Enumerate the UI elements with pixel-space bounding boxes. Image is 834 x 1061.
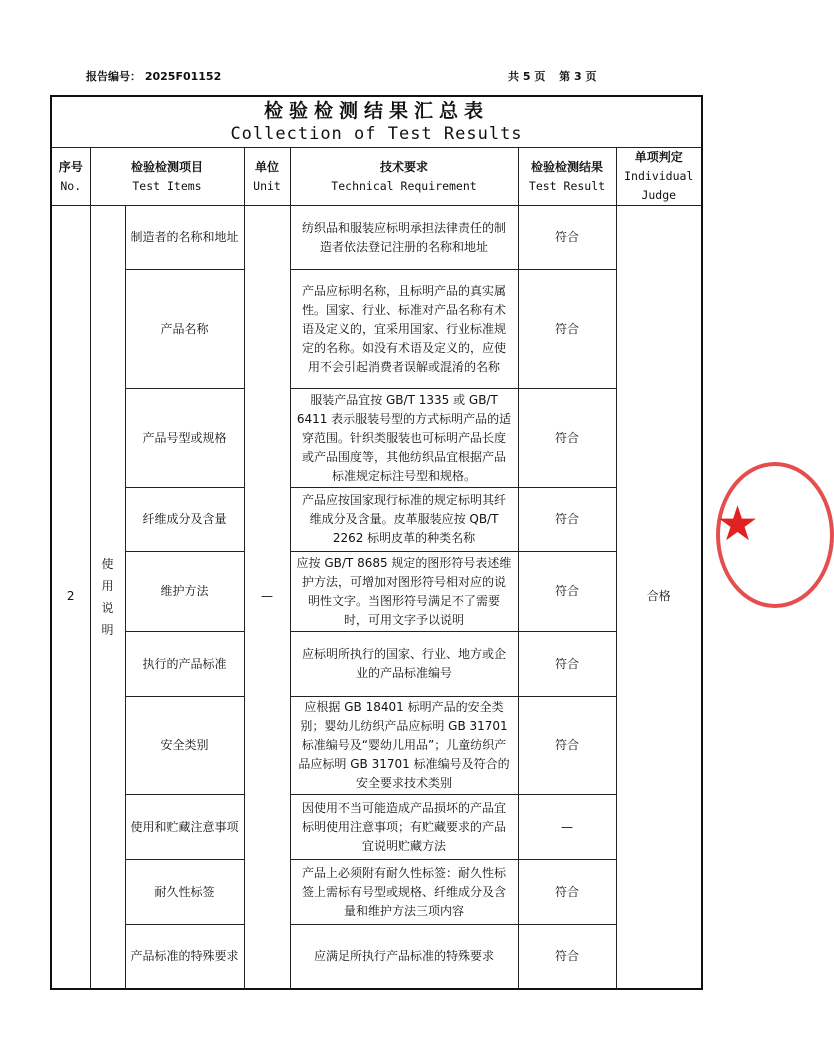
col-req-en: Technical Requirement xyxy=(331,178,477,193)
requirement-cell: 服装产品宜按 GB/T 1335 或 GB/T 6411 表示服装号型的方式标明产品的适穿范围。针织类服装也可标明产品长度或产品围度等，其他纺织品宜根据产品标准规定标注号型和规格。 xyxy=(290,389,518,488)
item-cell: 使用和贮藏注意事项 xyxy=(125,795,244,860)
col-seq xyxy=(51,148,90,206)
column-headers xyxy=(51,148,702,206)
title-en: Collection of Test Results xyxy=(230,124,523,144)
table-row xyxy=(51,697,702,795)
table-row xyxy=(51,206,702,270)
col-req-zh: 技术要求 xyxy=(379,159,428,174)
result-cell: 符合 xyxy=(518,552,616,632)
report-number: 报告编号： 2025F01152 xyxy=(86,70,222,83)
page-info xyxy=(508,68,607,84)
col-seq-en: No. xyxy=(60,178,82,193)
col-unit-en: Unit xyxy=(253,178,281,193)
item-cell: 安全类别 xyxy=(125,697,244,795)
result-cell: 符合 xyxy=(518,860,616,925)
table-title xyxy=(51,96,702,148)
item-cell: 纤维成分及含量 xyxy=(125,488,244,552)
table-row xyxy=(51,552,702,632)
item-cell: 维护方法 xyxy=(125,552,244,632)
item-cell: 产品名称 xyxy=(125,270,244,389)
seal-star-icon: ★ xyxy=(716,496,760,552)
category-label: 使用说明 xyxy=(101,556,114,637)
col-unit xyxy=(244,148,290,206)
requirement-cell: 因使用不当可能造成产品损坏的产品宜标明使用注意事项；有贮藏要求的产品宜说明贮藏方法 xyxy=(290,795,518,860)
item-cell: 产品标准的特殊要求 xyxy=(125,925,244,989)
col-judge-en1: Individual xyxy=(624,169,694,183)
requirement-cell: 纺织品和服装应标明承担法律责任的制造者依法登记注册的名称和地址 xyxy=(290,206,518,270)
table-row xyxy=(51,632,702,697)
table-row xyxy=(51,270,702,389)
category-cell xyxy=(90,206,125,989)
judge-cell: 合格 xyxy=(616,206,702,989)
requirement-cell: 应按 GB/T 8685 规定的图形符号表述维护方法，可增加对图形符号相对应的说明性文字。当图形符号满足不了需要时，可用文字予以说明 xyxy=(290,552,518,632)
result-cell: 符合 xyxy=(518,270,616,389)
requirement-cell: 应根据 GB 18401 标明产品的安全类别；婴幼儿纺织产品应标明 GB 31701 标准编号及“婴幼儿用品”；儿童纺织产品应标明 GB 31701 标准编号及符合的安全要求技术类别 xyxy=(290,697,518,795)
table-row xyxy=(51,389,702,488)
result-cell: 符合 xyxy=(518,925,616,989)
item-cell: 产品号型或规格 xyxy=(125,389,244,488)
col-seq-zh: 序号 xyxy=(58,159,83,174)
result-cell: — xyxy=(518,795,616,860)
col-result xyxy=(518,148,616,206)
result-cell: 符合 xyxy=(518,389,616,488)
item-cell: 执行的产品标准 xyxy=(125,632,244,697)
col-item-en: Test Items xyxy=(132,178,202,193)
seq-cell: 2 xyxy=(51,206,90,989)
result-cell: 符合 xyxy=(518,697,616,795)
page-number: 第 3 页 xyxy=(559,70,597,83)
col-item-zh: 检验检测项目 xyxy=(130,159,203,174)
requirement-cell: 应满足所执行产品标准的特殊要求 xyxy=(290,925,518,989)
result-cell: 符合 xyxy=(518,488,616,552)
col-requirement xyxy=(290,148,518,206)
unit-cell: — xyxy=(244,206,290,989)
table-row xyxy=(51,925,702,989)
col-judge-zh: 单项判定 xyxy=(634,150,683,164)
item-cell: 耐久性标签 xyxy=(125,860,244,925)
result-cell: 符合 xyxy=(518,206,616,270)
col-item xyxy=(90,148,244,206)
table-row xyxy=(51,860,702,925)
result-cell: 符合 xyxy=(518,632,616,697)
col-result-en: Test Result xyxy=(528,178,606,193)
col-result-zh: 检验检测结果 xyxy=(530,159,603,174)
table-row xyxy=(51,488,702,552)
requirement-cell: 产品上必须附有耐久性标签：耐久性标签上需标有号型或规格、纤维成分及含量和维护方法三项内容 xyxy=(290,860,518,925)
col-judge xyxy=(616,148,702,206)
table-row xyxy=(51,795,702,860)
col-judge-en2: Judge xyxy=(641,188,677,202)
requirement-cell: 产品应按国家现行标准的规定标明其纤维成分及含量。皮革服装应按 QB/T 2262 标明皮革的种类名称 xyxy=(290,488,518,552)
requirement-cell: 产品应标明名称，且标明产品的真实属性。国家、行业、标准对产品名称有术语及定义的，宜采用国家、行业标准规定的名称。如没有术语及定义的，应使用不会引起消费者误解或混淆的名称 xyxy=(290,270,518,389)
item-cell: 制造者的名称和地址 xyxy=(125,206,244,270)
col-unit-zh: 单位 xyxy=(254,159,279,174)
total-pages: 共 5 页 xyxy=(508,70,546,83)
requirement-cell: 应标明所执行的国家、行业、地方或企业的产品标准编号 xyxy=(290,632,518,697)
results-table xyxy=(50,95,703,990)
title-zh: 检验检测结果汇总表 xyxy=(263,100,489,122)
